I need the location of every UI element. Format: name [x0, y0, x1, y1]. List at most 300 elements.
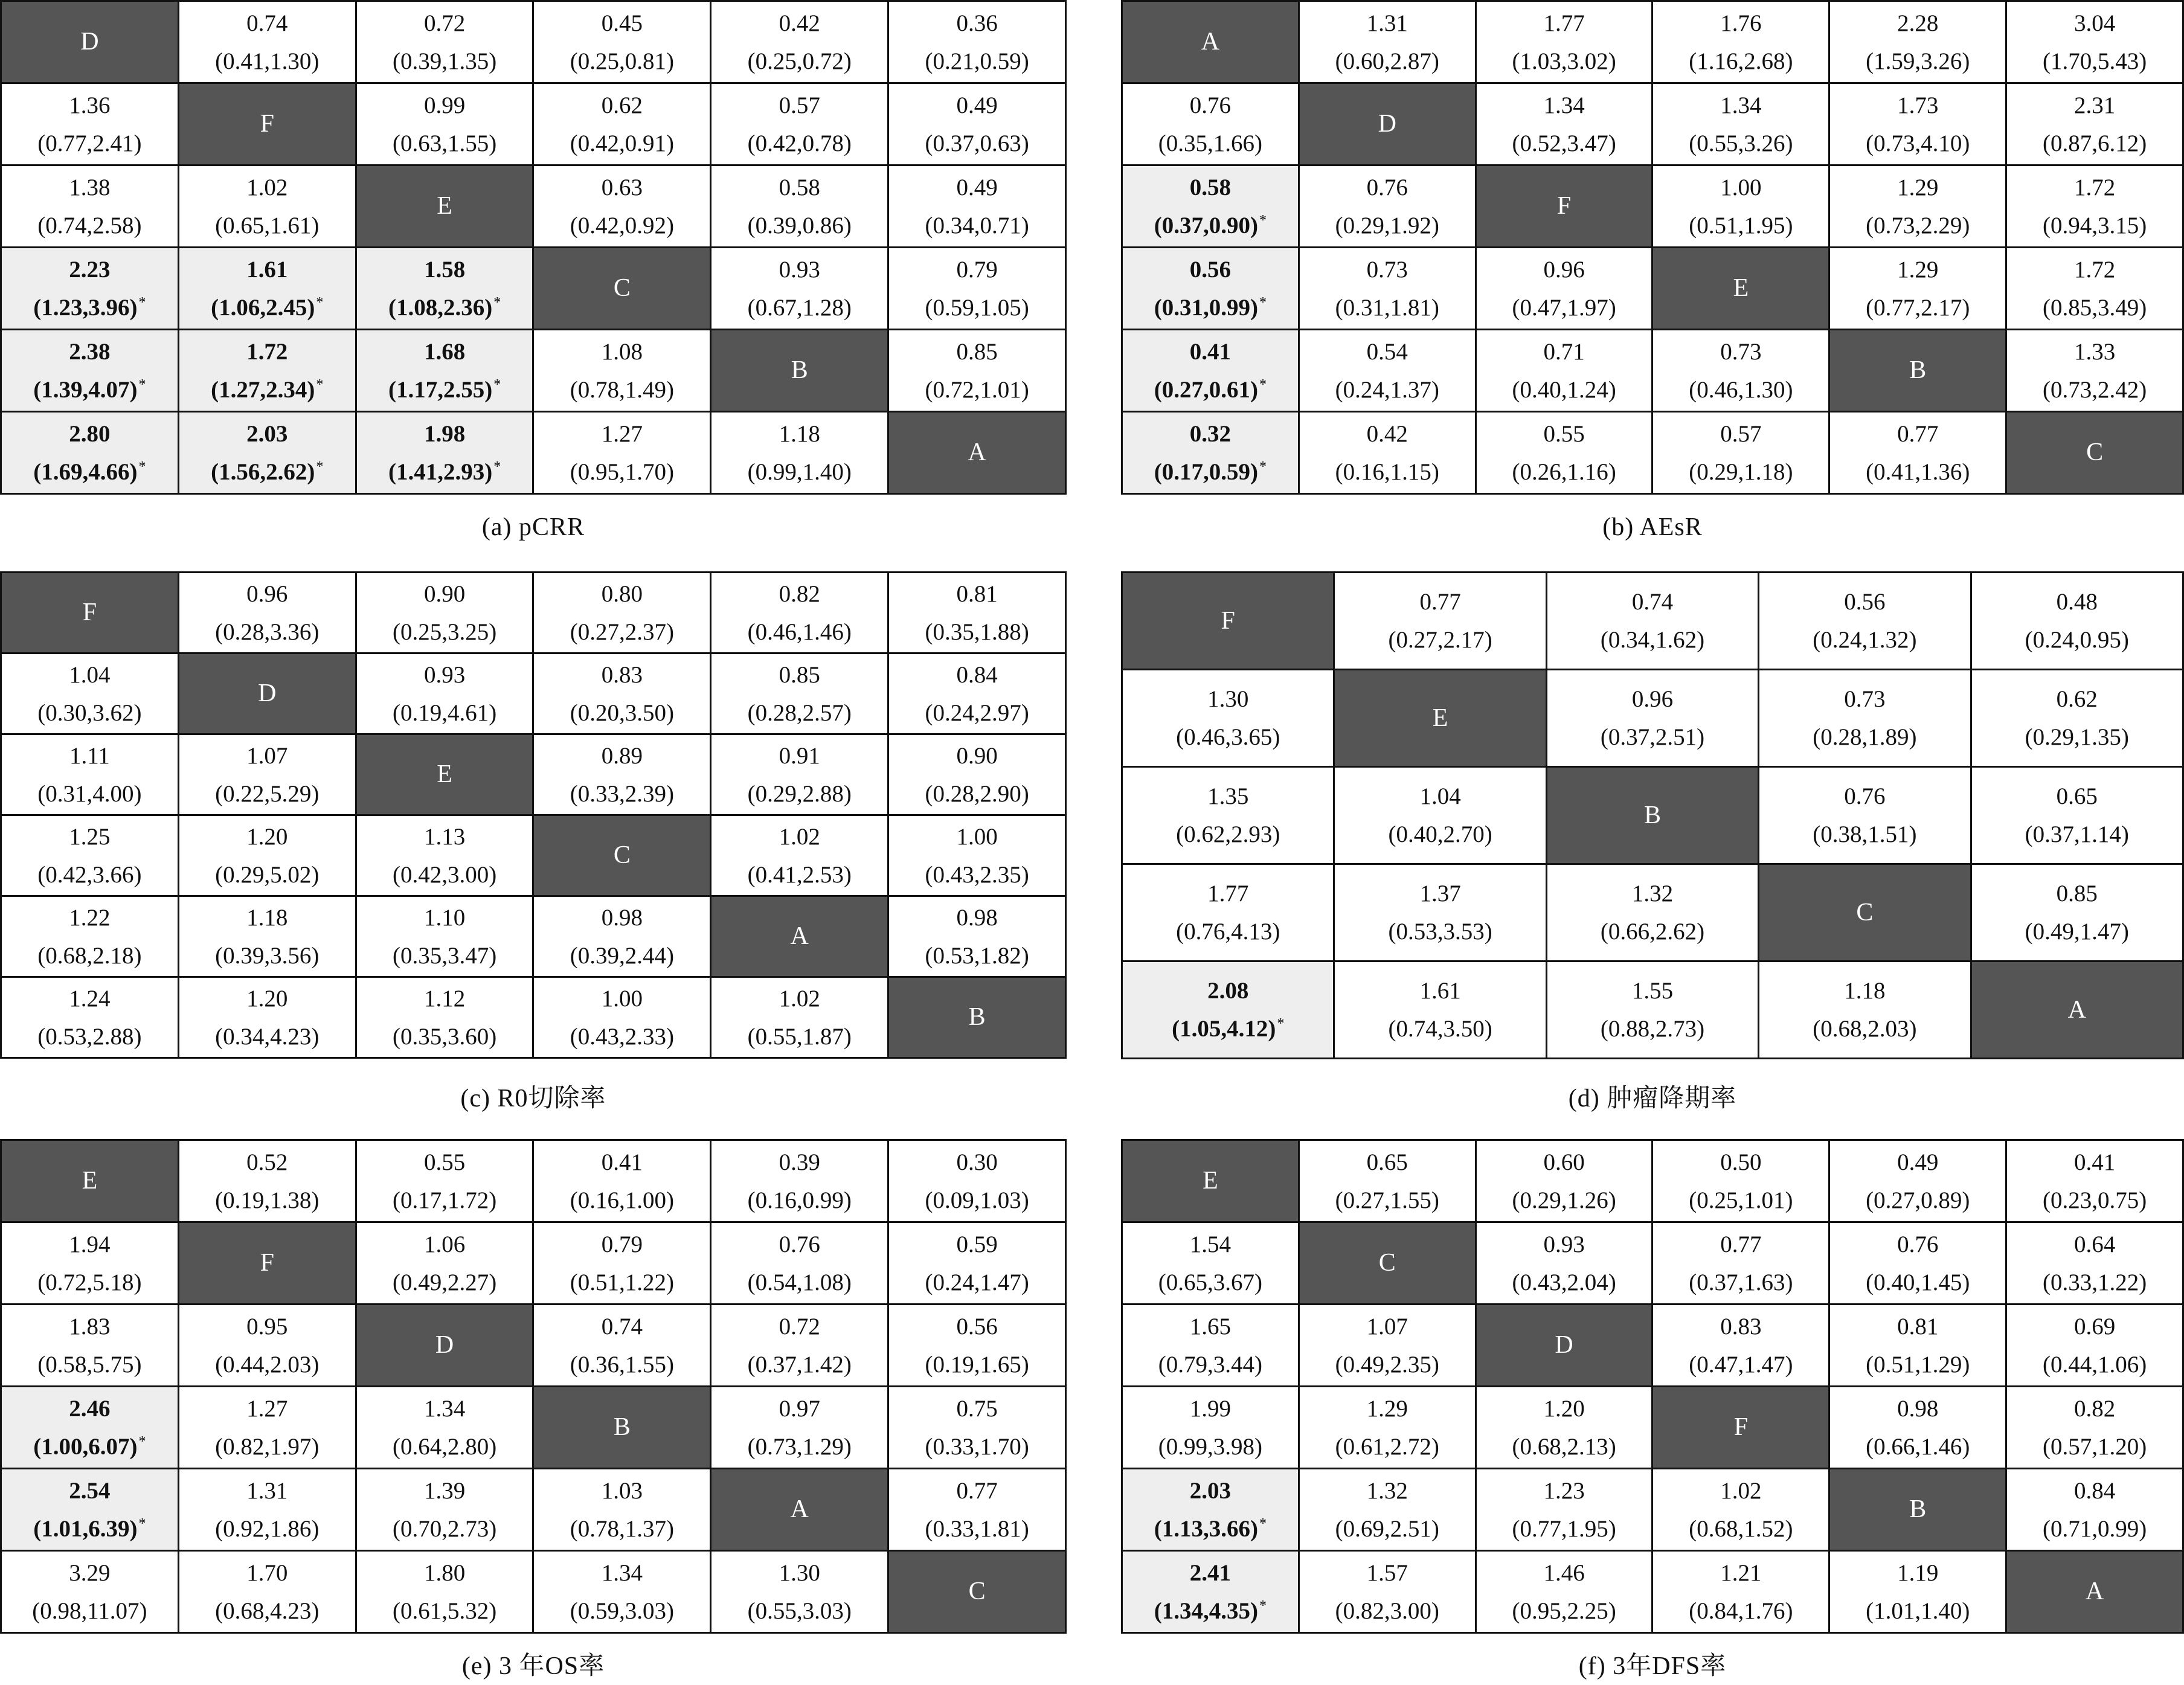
effect-estimate: 1.32 [1631, 881, 1674, 907]
effect-estimate: 0.41 [2073, 1149, 2116, 1175]
confidence-interval [1123, 1510, 1298, 1548]
comparison-cell [1759, 670, 1971, 767]
table-row [1, 1387, 1066, 1469]
diagonal-treatment-cell: B [1829, 1469, 2006, 1551]
comparison-cell [1334, 961, 1546, 1059]
confidence-interval [1300, 1592, 1475, 1630]
confidence-interval-text: (0.29,1.92) [1335, 212, 1439, 239]
effect-estimate: 1.34 [423, 1395, 466, 1422]
significance-marker: * [316, 294, 324, 310]
effect-estimate: 2.38 [69, 338, 111, 365]
comparison-cell [888, 1140, 1066, 1222]
confidence-interval-text: (0.77,1.95) [1512, 1515, 1616, 1542]
effect-estimate: 0.99 [423, 92, 466, 118]
confidence-interval [889, 694, 1065, 732]
effect-estimate: 0.73 [1720, 338, 1762, 365]
effect-estimate: 1.02 [1720, 1477, 1762, 1504]
table-row [1122, 1140, 2183, 1222]
confidence-interval [1123, 124, 1298, 162]
confidence-interval [2, 1263, 178, 1301]
significance-marker: * [493, 376, 501, 393]
effect-estimate: 0.30 [956, 1149, 998, 1175]
confidence-interval-text: (0.36,1.55) [570, 1351, 675, 1378]
effect-estimate: 0.72 [779, 1313, 820, 1340]
effect-estimate: 1.02 [779, 823, 820, 850]
confidence-interval-text: (0.28,2.57) [747, 699, 852, 726]
comparison-cell [1299, 1387, 1476, 1469]
comparison-cell [1476, 1222, 1652, 1305]
diagonal-treatment-cell: C [533, 248, 711, 330]
diagonal-treatment-cell: D [1476, 1305, 1652, 1387]
comparison-cell [1122, 83, 1299, 165]
effect-estimate: 0.39 [779, 1149, 820, 1175]
confidence-interval-text: (0.19,1.38) [215, 1187, 320, 1213]
confidence-interval [1653, 1346, 1828, 1384]
table-row [1, 573, 1066, 653]
confidence-interval-text: (0.51,1.95) [1689, 212, 1793, 239]
caption-f: (f) 3年DFS率 [1578, 1652, 1727, 1680]
confidence-interval [2007, 1510, 2182, 1548]
effect-estimate: 0.98 [1897, 1395, 1939, 1422]
comparison-cell [888, 1387, 1066, 1469]
effect-estimate: 0.62 [601, 92, 643, 118]
confidence-interval-text: (0.66,2.62) [1600, 919, 1705, 945]
effect-estimate: 0.95 [246, 1313, 288, 1340]
confidence-interval-text: (1.08,2.36) [388, 294, 493, 321]
confidence-interval [889, 856, 1065, 894]
confidence-interval-text: (0.34,4.23) [215, 1023, 320, 1050]
comparison-cell [1122, 864, 1334, 961]
comparison-cell [356, 815, 533, 896]
significance-marker: * [316, 376, 324, 393]
confidence-interval-text: (0.61,5.32) [392, 1597, 497, 1624]
effect-estimate: 0.71 [1543, 338, 1585, 365]
comparison-cell [888, 653, 1066, 734]
effect-estimate: 1.00 [956, 823, 998, 850]
confidence-interval-text: (0.49,1.47) [2025, 919, 2129, 945]
confidence-interval-text: (0.94,3.15) [2042, 212, 2147, 239]
effect-estimate: 1.37 [1419, 881, 1461, 907]
confidence-interval [889, 1346, 1065, 1384]
effect-estimate: 0.80 [601, 580, 643, 607]
significance-marker: * [138, 1515, 146, 1532]
confidence-interval [357, 42, 533, 80]
effect-estimate: 1.30 [1207, 686, 1249, 712]
confidence-interval [1123, 289, 1298, 327]
table-row [1122, 412, 2183, 494]
confidence-interval-text: (0.17,0.59) [1154, 458, 1259, 485]
effect-estimate: 1.30 [779, 1559, 820, 1586]
diagonal-treatment-cell: C [888, 1551, 1066, 1633]
confidence-interval [1653, 1592, 1828, 1630]
confidence-interval [534, 1346, 710, 1384]
confidence-interval-text: (0.39,1.35) [392, 48, 497, 74]
effect-estimate: 0.83 [1720, 1313, 1762, 1340]
confidence-interval-text: (0.67,1.28) [747, 294, 852, 321]
comparison-cell [1652, 1222, 1829, 1305]
effect-estimate: 1.00 [601, 985, 643, 1012]
confidence-interval-text: (0.43,2.04) [1512, 1269, 1616, 1295]
significance-marker: * [1259, 294, 1267, 310]
diagonal-treatment-cell: F [1476, 165, 1652, 248]
significant-comparison-cell [1122, 165, 1299, 248]
comparison-cell [888, 573, 1066, 653]
confidence-interval [711, 453, 887, 491]
confidence-interval [179, 42, 355, 80]
effect-estimate: 1.55 [1631, 978, 1674, 1004]
confidence-interval [1123, 1428, 1298, 1466]
confidence-interval-text: (0.55,3.26) [1689, 130, 1793, 156]
effect-estimate: 1.72 [246, 338, 288, 365]
comparison-cell [356, 1551, 533, 1633]
confidence-interval-text: (0.69,2.51) [1335, 1515, 1439, 1542]
effect-estimate: 1.38 [69, 174, 111, 201]
table-row [1, 1, 1066, 83]
confidence-interval-text: (0.39,2.44) [570, 942, 675, 969]
confidence-interval [1830, 1181, 2005, 1219]
confidence-interval-text: (0.71,0.99) [2042, 1515, 2147, 1542]
confidence-interval [889, 613, 1065, 651]
confidence-interval [534, 775, 710, 813]
confidence-interval [1477, 1592, 1652, 1630]
confidence-interval-text: (0.47,1.47) [1689, 1351, 1793, 1378]
confidence-interval [2, 124, 178, 162]
confidence-interval [1547, 1010, 1758, 1048]
table-row [1, 896, 1066, 977]
confidence-interval-text: (0.29,2.88) [747, 780, 852, 807]
comparison-cell [1652, 1140, 1829, 1222]
significance-marker: * [138, 1433, 146, 1449]
effect-estimate: 0.50 [1720, 1149, 1762, 1175]
comparison-cell [1299, 1305, 1476, 1387]
effect-estimate: 0.91 [779, 742, 820, 769]
comparison-cell [1299, 412, 1476, 494]
confidence-interval [711, 694, 887, 732]
confidence-interval-text: (0.78,1.37) [570, 1515, 675, 1542]
confidence-interval [2, 856, 178, 894]
confidence-interval [357, 856, 533, 894]
confidence-interval [1759, 1010, 1970, 1048]
effect-estimate: 1.31 [246, 1477, 288, 1504]
confidence-interval-text: (1.03,3.02) [1512, 48, 1616, 74]
confidence-interval-text: (0.68,2.13) [1512, 1433, 1616, 1460]
confidence-interval-text: (0.37,1.14) [2025, 821, 2129, 847]
effect-estimate: 0.74 [1631, 589, 1674, 615]
comparison-cell [533, 412, 711, 494]
comparison-cell [1546, 961, 1758, 1059]
confidence-interval [1830, 124, 2005, 162]
comparison-cell [711, 815, 888, 896]
effect-estimate: 1.24 [69, 985, 111, 1012]
effect-estimate: 1.70 [246, 1559, 288, 1586]
effect-estimate: 0.77 [956, 1477, 998, 1504]
comparison-cell [1652, 165, 1829, 248]
effect-estimate: 1.07 [1366, 1313, 1408, 1340]
confidence-interval-text: (0.41,1.30) [215, 48, 320, 74]
confidence-interval [357, 124, 533, 162]
comparison-cell [533, 1222, 711, 1305]
comparison-cell [1122, 767, 1334, 864]
comparison-cell [711, 1140, 888, 1222]
table-row [1, 83, 1066, 165]
comparison-cell [1299, 165, 1476, 248]
confidence-interval [1653, 124, 1828, 162]
diagonal-treatment-cell: A [1122, 1, 1299, 83]
confidence-interval-text: (0.61,2.72) [1335, 1433, 1439, 1460]
effect-estimate: 1.23 [1543, 1477, 1585, 1504]
effect-estimate: 1.35 [1207, 783, 1249, 809]
confidence-interval-text: (0.39,3.56) [215, 942, 320, 969]
confidence-interval-text: (0.23,0.75) [2042, 1187, 2147, 1213]
confidence-interval [2007, 1181, 2182, 1219]
confidence-interval-text: (0.95,1.70) [570, 458, 675, 485]
confidence-interval [711, 775, 887, 813]
comparison-cell [533, 734, 711, 815]
table-row [1, 653, 1066, 734]
table-row [1122, 1387, 2183, 1469]
effect-estimate: 1.27 [246, 1395, 288, 1422]
table-row [1122, 864, 2183, 961]
confidence-interval-text: (0.16,1.00) [570, 1187, 675, 1213]
comparison-cell [1971, 573, 2183, 670]
confidence-interval-text: (0.24,1.37) [1335, 376, 1439, 403]
confidence-interval-text: (0.31,0.99) [1154, 294, 1259, 321]
effect-estimate: 1.34 [1543, 92, 1585, 118]
comparison-cell [711, 1551, 888, 1633]
comparison-cell [1476, 1, 1652, 83]
effect-estimate: 1.20 [246, 823, 288, 850]
effect-estimate: 0.76 [1366, 174, 1408, 201]
comparison-cell [533, 1551, 711, 1633]
confidence-interval [357, 694, 533, 732]
effect-estimate: 0.32 [1189, 420, 1232, 447]
confidence-interval [534, 694, 710, 732]
effect-estimate: 0.93 [779, 256, 820, 283]
confidence-interval [1972, 913, 2182, 951]
diagonal-treatment-cell: C [1759, 864, 1971, 961]
confidence-interval-text: (0.98,11.07) [32, 1597, 147, 1624]
confidence-interval [357, 453, 533, 491]
effect-estimate: 0.79 [956, 256, 998, 283]
diagonal-treatment-cell: F [1, 573, 179, 653]
comparison-cell [1652, 1551, 1829, 1633]
significant-comparison-cell [1122, 1551, 1299, 1633]
confidence-interval-text: (0.79,3.44) [1158, 1351, 1263, 1378]
effect-estimate: 0.54 [1366, 338, 1408, 365]
confidence-interval-text: (0.68,1.52) [1689, 1515, 1793, 1542]
significant-comparison-cell [356, 412, 533, 494]
table-row [1122, 1551, 2183, 1633]
confidence-interval-text: (0.46,1.30) [1689, 376, 1793, 403]
confidence-interval-text: (0.77,2.41) [37, 130, 142, 156]
confidence-interval-text: (0.30,3.62) [37, 699, 142, 726]
comparison-cell [1829, 165, 2006, 248]
comparison-cell [1829, 248, 2006, 330]
confidence-interval [179, 937, 355, 975]
confidence-interval [2, 1510, 178, 1548]
effect-estimate: 0.36 [956, 10, 998, 36]
confidence-interval-text: (0.44,2.03) [215, 1351, 320, 1378]
caption-c: (c) R0切除率 [460, 1085, 606, 1112]
confidence-interval [1972, 718, 2182, 756]
confidence-interval [889, 1263, 1065, 1301]
panel-f [1121, 1139, 2184, 1634]
confidence-interval [711, 613, 887, 651]
confidence-interval [2007, 42, 2182, 80]
comparison-cell [1476, 412, 1652, 494]
comparison-cell [1299, 1469, 1476, 1551]
effect-estimate: 2.03 [246, 420, 288, 447]
comparison-cell [1122, 1222, 1299, 1305]
comparison-cell [888, 83, 1066, 165]
confidence-interval [357, 1018, 533, 1056]
significance-marker: * [1259, 376, 1267, 393]
effect-estimate: 1.04 [69, 661, 111, 688]
confidence-interval-text: (0.46,3.65) [1176, 724, 1280, 750]
confidence-interval-text: (0.29,5.02) [215, 861, 320, 888]
confidence-interval [2, 1346, 178, 1384]
effect-estimate: 0.64 [2073, 1231, 2116, 1257]
comparison-cell [1829, 1140, 2006, 1222]
confidence-interval [1759, 718, 1970, 756]
confidence-interval-text: (0.87,6.12) [2042, 130, 2147, 156]
confidence-interval [1335, 621, 1545, 659]
confidence-interval-text: (0.40,1.24) [1512, 376, 1616, 403]
comparison-cell [1, 734, 179, 815]
confidence-interval [1123, 453, 1298, 491]
comparison-cell [1299, 1140, 1476, 1222]
comparison-cell [1652, 1, 1829, 83]
comparison-cell [2006, 1140, 2183, 1222]
effect-estimate: 0.76 [1897, 1231, 1939, 1257]
effect-estimate: 0.58 [1189, 174, 1232, 201]
effect-estimate: 0.57 [1720, 420, 1762, 447]
effect-estimate: 1.20 [246, 985, 288, 1012]
comparison-cell [533, 977, 711, 1058]
confidence-interval [534, 1592, 710, 1630]
confidence-interval-text: (0.42,0.92) [570, 212, 675, 239]
table-row [1122, 1, 2183, 83]
table-row [1122, 1305, 2183, 1387]
effect-estimate: 1.00 [1720, 174, 1762, 201]
effect-estimate: 0.77 [1419, 589, 1461, 615]
confidence-interval [889, 289, 1065, 327]
comparison-cell [1476, 1387, 1652, 1469]
comparison-cell [178, 896, 356, 977]
effect-estimate: 0.96 [246, 580, 288, 607]
comparison-cell [1334, 864, 1546, 961]
league-table-d [1121, 571, 2184, 1059]
effect-estimate: 0.41 [1189, 338, 1232, 365]
confidence-interval-text: (1.13,3.66) [1154, 1515, 1259, 1542]
confidence-interval [711, 1181, 887, 1219]
caption-a: (a) pCRR [481, 513, 585, 541]
comparison-cell [533, 573, 711, 653]
comparison-cell [178, 1305, 356, 1387]
confidence-interval [711, 1263, 887, 1301]
diagonal-treatment-cell: F [1122, 573, 1334, 670]
confidence-interval-text: (1.01,1.40) [1866, 1597, 1970, 1624]
comparison-cell [1829, 412, 2006, 494]
effect-estimate: 0.93 [423, 661, 466, 688]
confidence-interval-text: (0.73,2.42) [2042, 376, 2147, 403]
comparison-cell [1759, 573, 1971, 670]
table-row [1, 1222, 1066, 1305]
confidence-interval-text: (0.53,1.82) [925, 942, 1029, 969]
effect-estimate: 0.96 [1543, 256, 1585, 283]
effect-estimate: 1.72 [2073, 256, 2116, 283]
effect-estimate: 1.54 [1189, 1231, 1232, 1257]
confidence-interval [534, 207, 710, 245]
confidence-interval-text: (0.99,3.98) [1158, 1433, 1263, 1460]
effect-estimate: 2.80 [69, 420, 111, 447]
confidence-interval [889, 207, 1065, 245]
effect-estimate: 0.56 [1189, 256, 1232, 283]
comparison-cell [888, 734, 1066, 815]
confidence-interval [534, 1018, 710, 1056]
confidence-interval-text: (0.53,2.88) [37, 1023, 142, 1050]
confidence-interval [1653, 1263, 1828, 1301]
effect-estimate: 1.76 [1720, 10, 1762, 36]
confidence-interval [1830, 1592, 2005, 1630]
confidence-interval [2, 694, 178, 732]
effect-estimate: 0.48 [2056, 589, 2098, 615]
effect-estimate: 1.58 [423, 256, 466, 283]
confidence-interval [889, 124, 1065, 162]
comparison-cell [178, 734, 356, 815]
effect-estimate: 0.41 [601, 1149, 643, 1175]
effect-estimate: 0.90 [423, 580, 466, 607]
table-row [1, 1140, 1066, 1222]
comparison-cell [1476, 83, 1652, 165]
confidence-interval-text: (0.33,1.22) [2042, 1269, 2147, 1295]
effect-estimate: 0.55 [423, 1149, 466, 1175]
comparison-cell [2006, 1305, 2183, 1387]
comparison-cell [888, 1305, 1066, 1387]
confidence-interval [1477, 42, 1652, 80]
comparison-cell [2006, 248, 2183, 330]
comparison-cell [356, 573, 533, 653]
diagonal-treatment-cell: A [2006, 1551, 2183, 1633]
comparison-cell [1759, 961, 1971, 1059]
confidence-interval [1653, 42, 1828, 80]
confidence-interval-text: (0.54,1.08) [747, 1269, 852, 1295]
table-row [1, 165, 1066, 248]
table-row [1122, 165, 2183, 248]
comparison-cell [178, 1140, 356, 1222]
significance-marker: * [1259, 458, 1267, 475]
confidence-interval-text: (0.40,2.70) [1388, 821, 1492, 847]
effect-estimate: 1.06 [423, 1231, 466, 1257]
effect-estimate: 0.74 [246, 10, 288, 36]
confidence-interval-text: (1.05,4.12) [1172, 1016, 1276, 1042]
confidence-interval [1547, 718, 1758, 756]
confidence-interval-text: (0.29,1.26) [1512, 1187, 1616, 1213]
confidence-interval [1477, 453, 1652, 491]
effect-estimate: 1.46 [1543, 1559, 1585, 1586]
confidence-interval [357, 1181, 533, 1219]
confidence-interval [1123, 207, 1298, 245]
effect-estimate: 0.98 [601, 904, 643, 931]
confidence-interval [1759, 815, 1970, 853]
effect-estimate: 1.77 [1543, 10, 1585, 36]
comparison-cell [2006, 83, 2183, 165]
confidence-interval [357, 613, 533, 651]
effect-estimate: 1.39 [423, 1477, 466, 1504]
significant-comparison-cell [1122, 248, 1299, 330]
table-row [1, 330, 1066, 412]
effect-estimate: 1.61 [1419, 978, 1461, 1004]
